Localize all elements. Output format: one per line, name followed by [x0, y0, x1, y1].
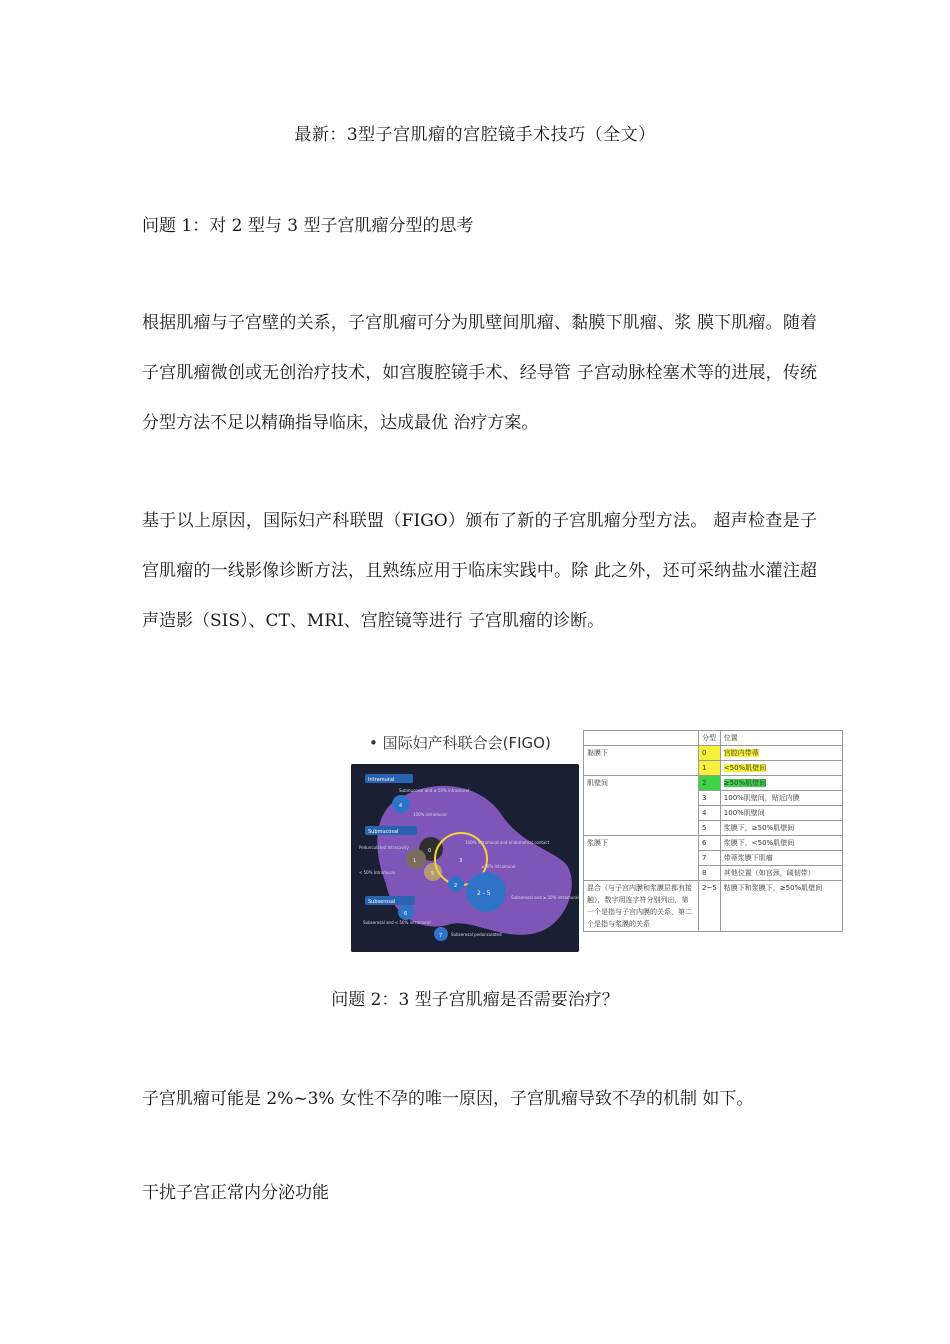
- figo-uterus-diagram: [351, 764, 579, 952]
- type-cell: 2: [699, 776, 721, 791]
- type-cell: 5: [699, 821, 721, 836]
- type-cell: 4: [699, 806, 721, 821]
- label-type-0: 0: [428, 848, 432, 854]
- label-ge50: Submucosal and ≥ 50% intramural: [399, 788, 470, 793]
- table-row: [584, 746, 843, 761]
- paragraph-classification: 根据肌瘤与子宫壁的关系，子宫肌瘤可分为肌壁间肌瘤、黏膜下肌瘤、浆 膜下肌瘤。随着子宫肌瘤微创或无创治疗技术，如宫腹腔镜手术、经导管 子宫动脉栓塞术等的进展，传统分型方法不足以精确指导临床，达成最优 治疗方案。: [142, 313, 817, 433]
- group-submucosal: 黏膜下: [584, 746, 699, 776]
- paragraph-infertility: 子宫肌瘤可能是 2%~3% 女性不孕的唯一原因，子宫肌瘤导致不孕的机制 如下。: [142, 1089, 754, 1109]
- type-cell: 6: [699, 836, 721, 851]
- table-header-row: [584, 731, 843, 746]
- label-subserosal-lt50: Subserosal and < 50% intramural: [363, 920, 431, 925]
- table-header-group: [584, 731, 699, 746]
- group-subserosal: 浆膜下: [584, 836, 699, 881]
- position-cell: 浆膜下，≥50%肌壁间: [720, 821, 842, 836]
- label-100-intramural: 100% intramural: [413, 812, 447, 817]
- type-cell: 0: [699, 746, 721, 761]
- position-cell: 带蒂浆膜下肌瘤: [720, 851, 842, 866]
- label-type-7: 7: [439, 933, 443, 939]
- group-mixed: 混合（与子宫内膜和浆膜层都有接触），数字用连字符分别列出，第一个是指与子宫内膜的关系，第二个是指与浆膜的关系: [584, 881, 699, 932]
- position-cell: 其他位置（如宫颈，阔韧带）: [720, 866, 842, 881]
- question-2-heading: 问题 2：3 型子宫肌瘤是否需要治疗？: [331, 990, 619, 1010]
- group-intramural: 肌壁间: [584, 776, 699, 836]
- figure-caption: • 国际妇产科联合会(FIGO): [369, 734, 551, 752]
- table-header-position: 位置: [720, 731, 842, 746]
- label-type-6: 6: [404, 911, 408, 917]
- type-cell: 7: [699, 851, 721, 866]
- figo-classification-table: [583, 730, 843, 932]
- table-row: [584, 881, 843, 932]
- position-cell: 100%肌壁间: [720, 806, 842, 821]
- label-ge50-intramural: ≥50% Intramural: [481, 864, 516, 869]
- position-cell: 宫腔内带蒂: [723, 749, 759, 757]
- position-cell: 100%肌壁间，贴近内膜: [720, 791, 842, 806]
- label-submucosal: Submucosal: [368, 829, 399, 835]
- label-type-4: 4: [399, 803, 403, 809]
- label-type-2-5: 2 - 5: [477, 890, 491, 897]
- table-header-type: 分型: [699, 731, 721, 746]
- type-cell: 1: [699, 761, 721, 776]
- position-cell: <50%肌壁间: [723, 764, 767, 772]
- question-1-heading: 问题 1：对 2 型与 3 型子宫肌瘤分型的思考: [142, 216, 474, 236]
- page-title: 最新：3型子宫肌瘤的宫腔镜手术技巧（全文）: [294, 125, 656, 145]
- label-pedunculated: Pedunculated Intracavity: [359, 845, 409, 850]
- figo-figure: [349, 728, 581, 956]
- position-cell: 粘膜下和浆膜下，≥50%肌壁间: [720, 881, 842, 932]
- position-cell: 浆膜下，<50%肌壁间: [720, 836, 842, 851]
- table-row: [584, 836, 843, 851]
- figo-diagram-svg: [351, 764, 579, 952]
- label-type-5: 5: [431, 871, 435, 877]
- label-type-2: 2: [454, 883, 458, 889]
- label-contacts-both: 100% intramural and endometrial contact: [465, 840, 550, 845]
- type-cell: 8: [699, 866, 721, 881]
- label-lt50-intramural: < 50% Intramural: [359, 870, 395, 875]
- label-type-1: 1: [413, 858, 417, 864]
- paragraph-figo: 基于以上原因，国际妇产科联盟（FIGO）颁布了新的子宫肌瘤分型方法。 超声检查是子宫肌瘤的一线影像诊断方法，且熟练应用于临床实践中。除 此之外，还可采纳盐水灌注超声造影（SIS）、CT、MRI、宫腔镜等进行 子宫肌瘤的诊断。: [142, 511, 817, 631]
- label-intramural: Intramural: [368, 777, 395, 783]
- type-cell: 2~5: [699, 881, 721, 932]
- paragraph-endocrine: 干扰子宫正常内分泌功能: [142, 1183, 329, 1203]
- label-subserosal: Subserosal: [368, 899, 396, 905]
- label-subserosal-ge50: Subserosal and ≥ 50% intramural: [511, 895, 579, 900]
- table-row: [584, 776, 843, 791]
- label-type-3: 3: [459, 858, 463, 864]
- type-cell: 3: [699, 791, 721, 806]
- position-cell: ≥50%肌壁间: [723, 779, 767, 787]
- label-subserosal-pedunculated: Subserosal pedunculated: [451, 932, 502, 937]
